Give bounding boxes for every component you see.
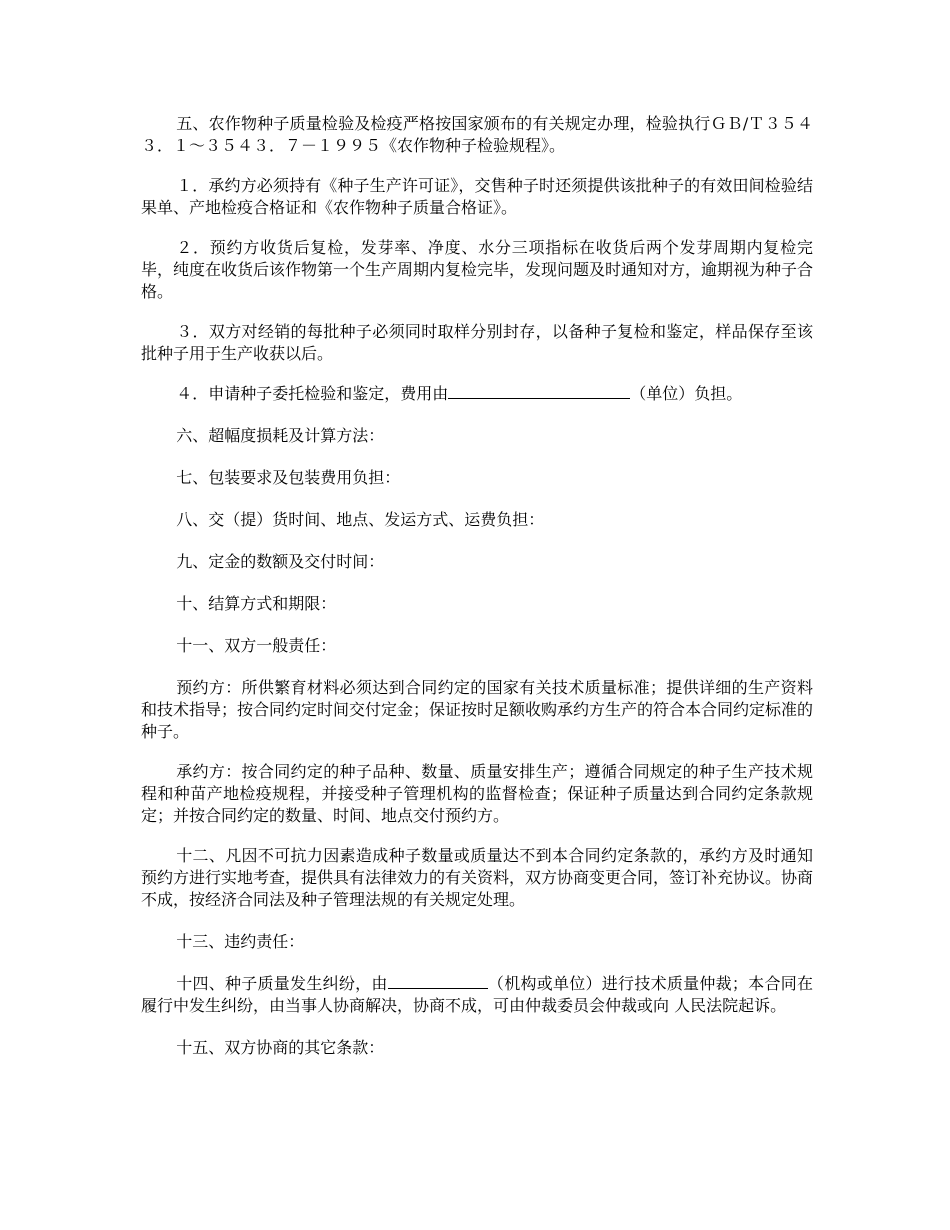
clause-15: 十五、双方协商的其它条款： <box>176 1038 385 1057</box>
clause-10: 十、结算方式和期限： <box>176 594 337 613</box>
clause-5-item-4-text-after: （单位）负担。 <box>630 384 743 403</box>
clause-7: 七、包装要求及包装费用负担： <box>176 468 401 487</box>
clause-11: 十一、双方一般责任： <box>176 636 337 655</box>
clause-11-contractor: 承约方：按合同约定的种子品种、数量、质量安排生产；遵循合同规定的种子生产技术规程和种苗产地检疫规程，并接受种子管理机构的监督检查；保证种子质量达到合同约定条款规定；并按合同约定的数量、时间、地点交付预约方。 <box>141 762 813 825</box>
clause-5-item-4-text-before: ４．申请种子委托检验和鉴定，费用由 <box>176 384 449 403</box>
clause-11-prebooker: 预约方：所供繁育材料必须达到合同约定的国家有关技术质量标准；提供详细的生产资料和技术指导；按合同约定时间交付定金；保证按时足额收购承约方生产的符合本合同约定标准的种子。 <box>141 678 814 741</box>
arbitration-body-blank[interactable] <box>388 974 488 989</box>
clause-6: 六、超幅度损耗及计算方法： <box>176 426 385 445</box>
clause-5-item-4 <box>141 383 813 405</box>
clause-5-item-2: ２．预约方收货后复检，发芽率、净度、水分三项指标在收货后两个发芽周期内复检完毕，纯度在收货后该作物第一个生产周期内复检完毕，发现问题及时通知对方，逾期视为种子合格。 <box>141 238 814 301</box>
clause-5: 五、农作物种子质量检验及检疫严格按国家颁布的有关规定办理，检验执行ＧＢ/Ｔ３５４３．１～３５４３．７－１９９５《农作物种子检验规程》。 <box>141 114 813 155</box>
clause-13: 十三、违约责任： <box>176 932 305 951</box>
clause-12: 十二、凡因不可抗力因素造成种子数量或质量达不到本合同约定条款的，承约方及时通知预约方进行实地考查，提供具有法律效力的有关资料，双方协商变更合同，签订补充协议。协商不成，按经济合同法及种子管理法规的有关规定处理。 <box>141 846 814 909</box>
clause-14-text-after: （机构或单位）进行技术质量仲裁；本合同在履行中发生纠纷，由当事人协商解决，协商不成，可由仲裁委员会仲裁或向 人民法院起诉。 <box>141 974 813 1015</box>
clause-9: 九、定金的数额及交付时间： <box>176 552 385 571</box>
clause-5-item-1: １．承约方必须持有《种子生产许可证》，交售种子时还须提供该批种子的有效田间检验结果单、产地检疫合格证和《农作物种子质量合格证》。 <box>141 176 813 217</box>
fee-bearer-blank[interactable] <box>448 384 630 399</box>
clause-14 <box>141 973 813 1017</box>
contract-page <box>141 113 813 1059</box>
clause-14-text-before: 十四、种子质量发生纠纷，由 <box>176 974 388 993</box>
clause-8: 八、交（提）货时间、地点、发运方式、运费负担： <box>176 510 545 529</box>
clause-5-item-3: ３．双方对经销的每批种子必须同时取样分别封存，以备种子复检和鉴定，样品保存至该批种子用于生产收获以后。 <box>141 322 813 363</box>
